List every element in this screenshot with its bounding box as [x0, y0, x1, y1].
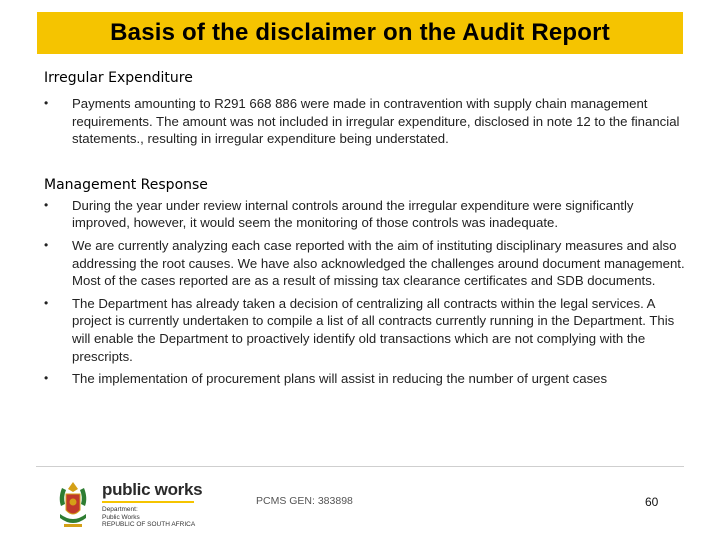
logo-subtitle-line: Public Works — [102, 513, 140, 521]
list-item — [44, 197, 694, 232]
section-heading: Management Response — [44, 176, 208, 193]
bullet-icon: • — [44, 295, 49, 310]
list-item — [44, 295, 694, 365]
title-bar — [37, 12, 683, 54]
logo-subtitle-line: REPUBLIC OF SOUTH AFRICA — [102, 521, 196, 528]
document-reference: PCMS GEN: 383898 — [256, 495, 353, 507]
slide-title: Basis of the disclaimer on the Audit Report — [110, 19, 610, 46]
public-works-logo — [54, 480, 202, 530]
logo-wordmark: public works — [102, 480, 203, 499]
bullet-icon: • — [44, 197, 49, 212]
bullet-text: The Department has already taken a decision of centralizing all contracts within the legal services. A project is currently undertaken to compile a list of all contracts currently running in the Department. This will enable the Department to proactively identify old transactions which are not complying with the prescripts. — [72, 295, 675, 364]
bullet-icon: • — [44, 371, 49, 386]
bullet-list — [44, 197, 694, 388]
bullet-icon: • — [44, 237, 49, 252]
list-item — [44, 370, 694, 388]
coat-of-arms-icon — [54, 480, 92, 530]
footer-divider — [36, 466, 684, 467]
list-item — [44, 95, 694, 148]
page-number: 60 — [645, 495, 659, 509]
list-item — [44, 237, 694, 290]
bullet-text: Payments amounting to R291 668 886 were made in contravention with supply chain management requirements. The amount was not included in irregular expenditure, disclosed in note 12 to the financial statements., resulting in irregular expenditure being understated. — [72, 96, 680, 147]
slide-content — [44, 69, 694, 393]
bullet-list — [44, 95, 694, 148]
bullet-text: During the year under review internal controls around the irregular expenditure were significantly improved, however, it would seem the monitoring of those controls was inadequate. — [72, 197, 634, 231]
logo-subtitle-line: Department: — [102, 506, 138, 513]
section-heading: Irregular Expenditure — [44, 70, 193, 86]
logo-rule — [102, 501, 194, 503]
bullet-icon: • — [44, 96, 49, 110]
section-management-response — [44, 176, 694, 388]
bullet-text: The implementation of procurement plans will assist in reducing the number of urgent cases — [72, 371, 608, 387]
section-irregular-expenditure — [44, 69, 694, 148]
bullet-text: We are currently analyzing each case reported with the aim of instituting disciplinary measures and also addressing the root causes. We have also acknowledged the challenges around document management. Most of the cases reported are as a result of missing tax clearance certificates and SDB documents. — [72, 237, 685, 289]
